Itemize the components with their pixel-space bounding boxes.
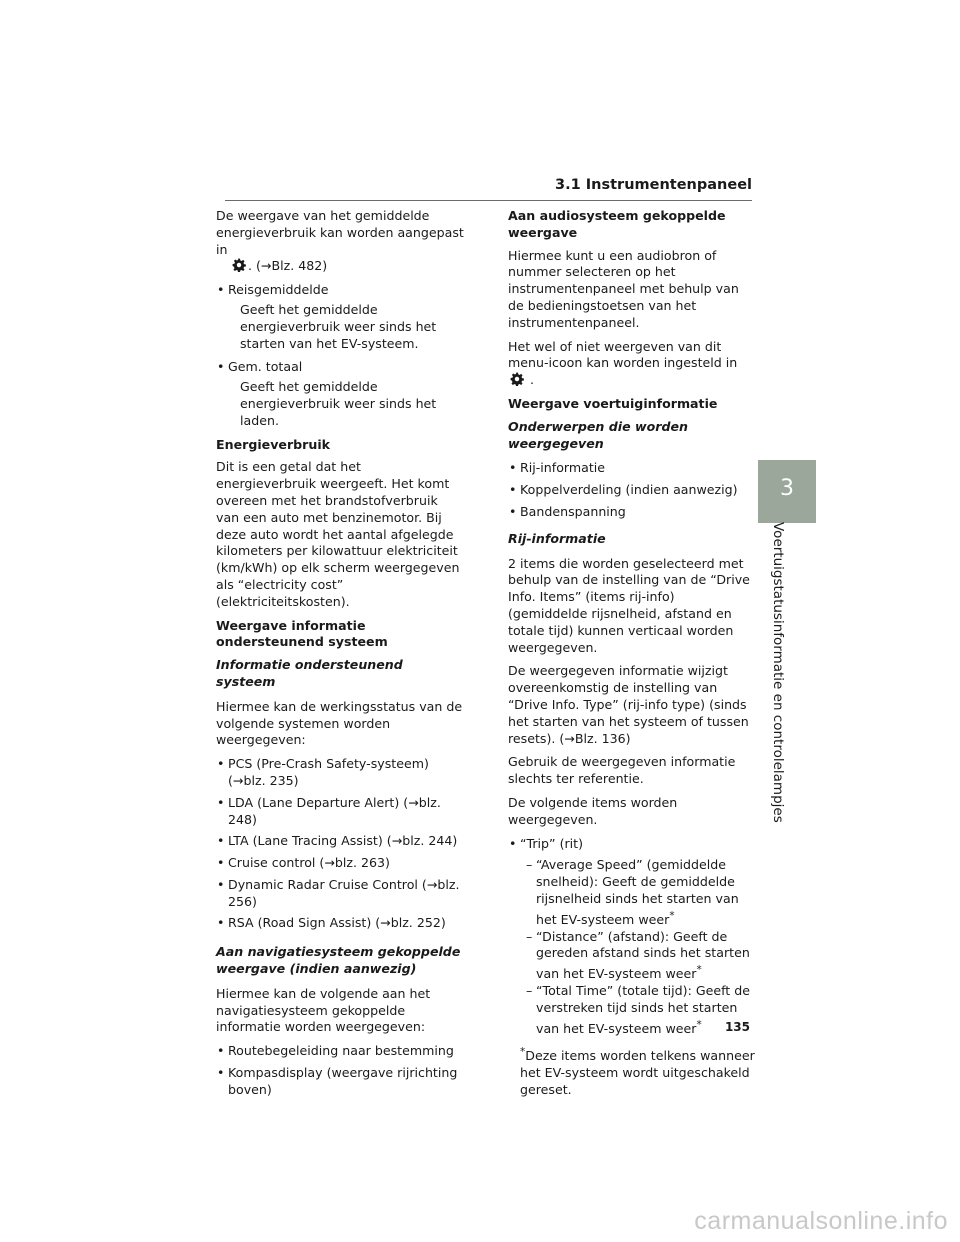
chapter-tab [758,460,816,523]
list-item: • LDA (Lane Departure Alert) (→blz. 248) [216,795,464,829]
watermark: carmanualsonline.info [694,1207,948,1235]
support-systems-list [216,756,464,932]
drive-info-paragraph: De volgende items worden weergegeven. [508,794,678,827]
section-title: 3.1 Instrumentenpaneel [555,177,752,193]
left-column [216,208,464,1104]
intro-paragraph: De weergave van het gemiddelde energieverbruik kan worden aangepast in . (→Blz. 482) [216,208,464,274]
navigation-list [216,1043,464,1098]
list-item-description: Geeft het gemiddelde energieverbruik weer sinds het starten van het EV-systeem. [240,301,437,351]
drive-info-paragraph: 2 items die worden geselecteerd met behulp van de instelling van de “Drive Info. Items” (items rij-info) (gemiddelde rijsnelheid, afstand en totale tijd) kunnen verticaal worden weergegeven. [508,555,750,655]
list-item: • Gem. totaal [216,359,464,376]
audio-menu-paragraph: Het wel of niet weergeven van dit menu-icoon kan worden ingesteld in . [508,338,738,388]
heading-vehicle-info: Weergave voertuiginformatie [508,395,718,411]
list-item: • “Trip” (rit) [508,836,756,853]
footnote: *Deze items worden telkens wanneer het EV-systeem wordt uitgeschakeld gereset. [520,1045,755,1097]
list-item-description: Geeft het gemiddelde energieverbruik weer sinds het laden. [240,379,437,428]
subheading-topics: Onderwerpen die worden weergegeven [508,418,689,451]
list-item: • Koppelverdeling (indien aanwezig) [508,482,756,499]
subheading-drive-info: Rij-informatie [508,530,606,546]
drive-info-paragraph: De weergegeven informatie wijzigt overeenkomstig de instelling van “Drive Info. Type” (rij-info type) (sinds het starten van het systeem of tussen resets). (→Blz. 136) [508,663,749,746]
subheading-support-system: Informatie ondersteunend systeem [216,657,403,689]
list-item: • LTA (Lane Tracing Assist) (→blz. 244) [216,833,464,850]
list-item: • PCS (Pre-Crash Safety-systeem) (→blz. 235) [216,756,464,790]
drive-info-paragraph: Gebruik de weergegeven informatie slechts ter referentie. [508,754,736,787]
list-item: • Routebegeleiding naar bestemming [216,1043,464,1060]
average-options-list [216,359,464,376]
heading-energy: Energieverbruik [216,436,331,452]
settings-gear-icon [232,258,246,272]
list-item: • Reisgemiddelde [216,282,464,299]
navigation-paragraph: Hiermee kan de volgende aan het navigatiesysteem gekoppelde informatie worden weergegeven: [216,985,431,1035]
list-item: – “Average Speed” (gemiddelde snelheid): Geeft de gemiddelde rijsnelheid sinds het starten van het EV-systeem weer* [526,857,756,928]
list-item: • RSA (Road Sign Assist) (→blz. 252) [216,915,464,932]
list-item: • Rij-informatie [508,460,756,477]
chapter-title-vertical: Voertuigstatusinformatie en controlelampjes [770,522,786,823]
trip-items-list [508,857,756,1038]
heading-support-system: Weergave informatie ondersteunend systeem [216,617,388,650]
audio-paragraph: Hiermee kunt u een audiobron of nummer selecteren op het instrumentenpaneel met behulp van de bedieningstoetsen van het instrumentenpaneel. [508,247,739,330]
support-paragraph: Hiermee kan de werkingsstatus van de volgende systemen worden weergegeven: [216,698,463,748]
average-options-list [216,282,464,299]
list-item: • Bandenspanning [508,504,756,521]
header-divider [225,200,752,201]
list-item: – “Total Time” (totale tijd): Geeft de verstreken tijd sinds het starten van het EV-systeem weer* [526,983,756,1038]
chapter-number: 3 [780,476,794,501]
energy-paragraph: Dit is een getal dat het energieverbruik weergeeft. Het komt overeen met het brandstofverbruik van een auto met benzinemotor. Bij deze auto wordt het aantal afgelegde kilometers per kilowattuur elektriciteit (km/kWh) op elk scherm weergegeven als “electricity cost” (elektriciteitskosten). [216,459,460,609]
list-item: • Cruise control (→blz. 263) [216,855,464,872]
right-column [508,208,756,1098]
topics-list [508,460,756,520]
list-item: • Kompasdisplay (weergave rijrichting boven) [216,1065,464,1099]
heading-audio: Aan audiosysteem gekoppelde weergave [508,208,726,240]
list-item: – “Distance” (afstand): Geeft de gereden afstand sinds het starten van het EV-systeem weer* [526,929,756,984]
trip-list [508,836,756,853]
list-item: • Dynamic Radar Cruise Control (→blz. 256) [216,877,464,911]
settings-gear-icon [510,372,524,386]
page-number: 135 [724,1020,750,1034]
subheading-navigation: Aan navigatiesysteem gekoppelde weergave (indien aanwezig) [216,944,461,977]
